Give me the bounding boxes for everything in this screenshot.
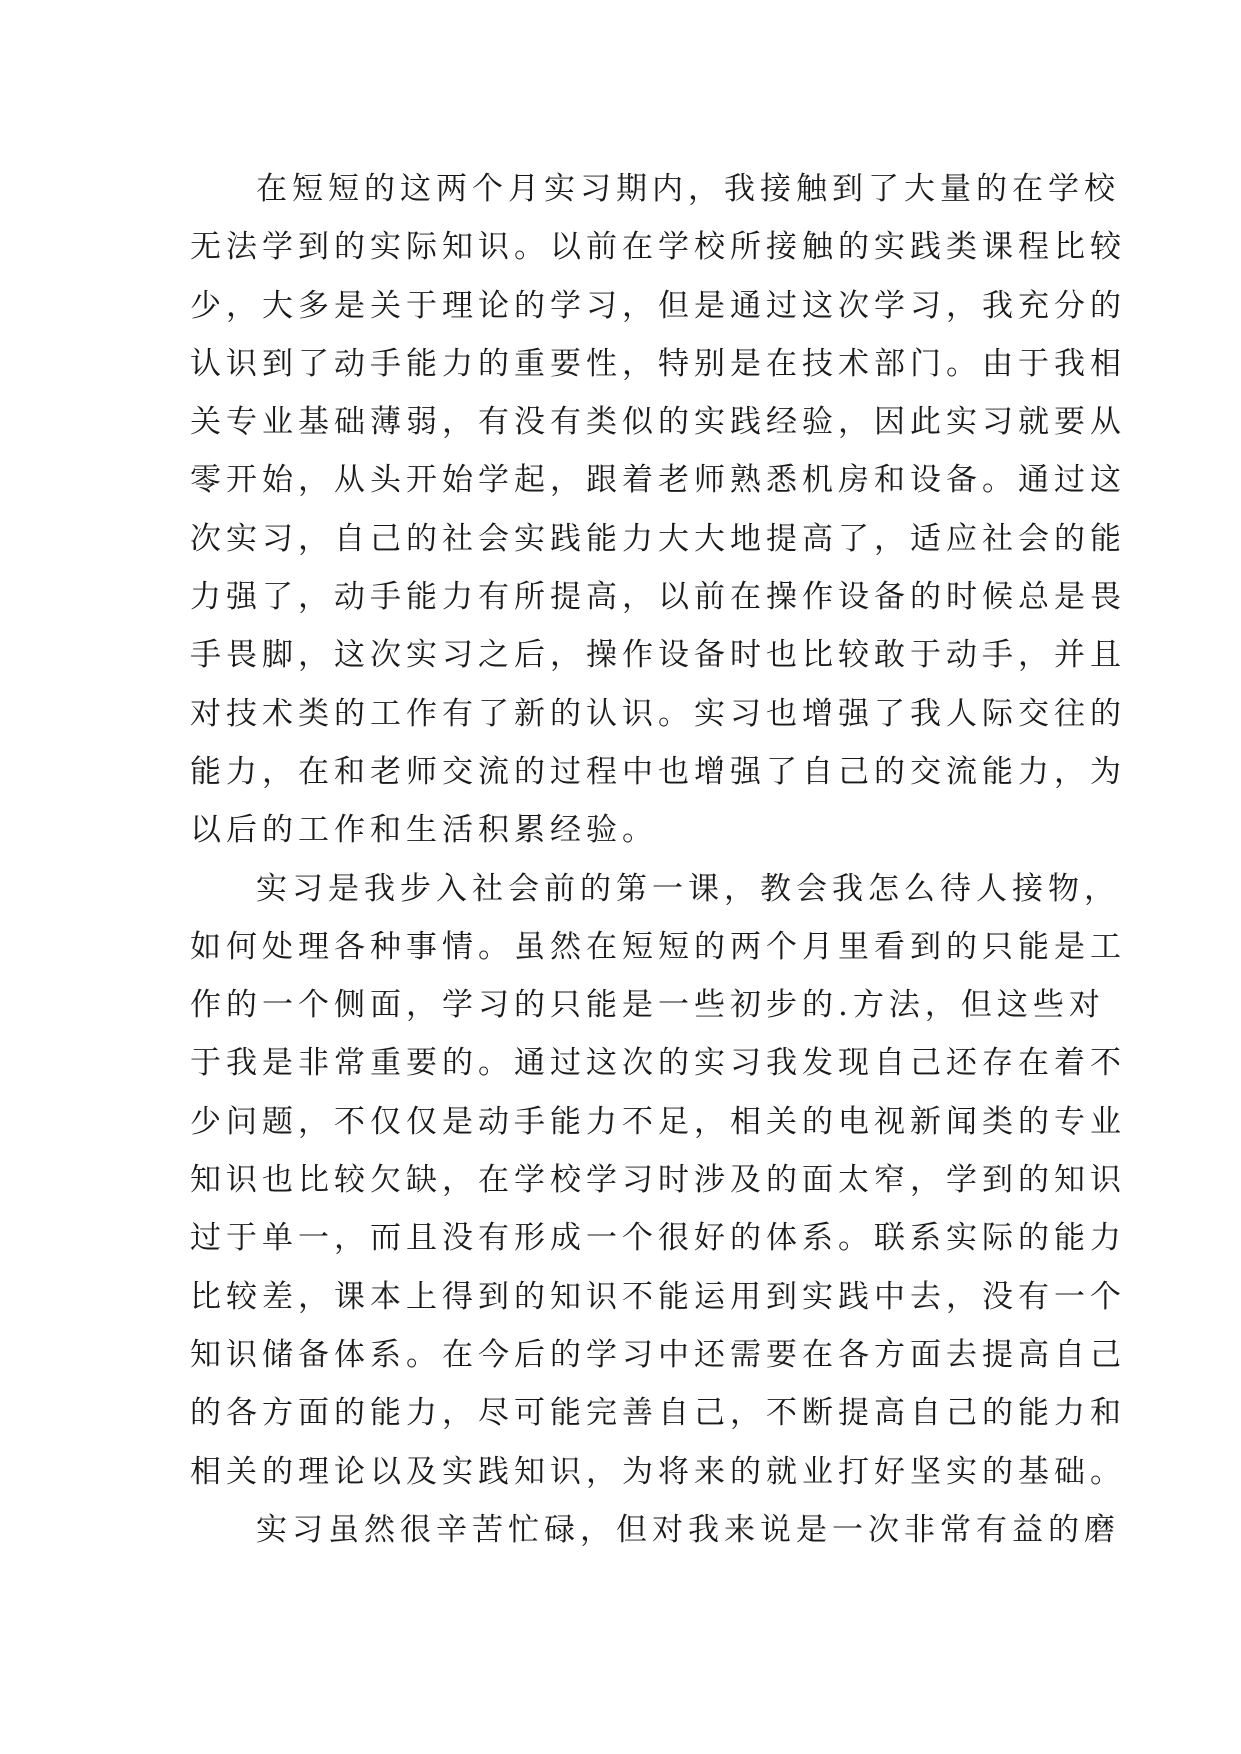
text-line: 次实习，自己的社会实践能力大大地提高了，适应社会的能	[190, 520, 1126, 557]
text-line: 无法学到的实际知识。以前在学校所接触的实践类课程比较	[190, 229, 1126, 266]
text-line: 力强了，动手能力有所提高，以前在操作设备的时候总是畏	[190, 579, 1126, 616]
text-line: 的各方面的能力，尽可能完善自己，不断提高自己的能力和	[190, 1395, 1126, 1432]
paragraph	[190, 860, 1126, 1501]
text-line: 认识到了动手能力的重要性，特别是在技术部门。由于我相	[190, 345, 1126, 382]
text-line: 作的一个侧面，学习的只能是一些初步的.方法，但这些对	[190, 987, 1105, 1024]
text-line: 少，大多是关于理论的学习，但是通过这次学习，我充分的	[190, 287, 1126, 324]
text-line: 关专业基础薄弱，有没有类似的实践经验，因此实习就要从	[190, 404, 1126, 441]
text-line: 能力，在和老师交流的过程中也增强了自己的交流能力，为	[190, 753, 1126, 790]
text-line: 实习虽然很辛苦忙碌，但对我来说是一次非常有益的磨	[256, 1511, 1120, 1548]
text-line: 相关的理论以及实践知识，为将来的就业打好坚实的基础。	[190, 1453, 1126, 1490]
text-line: 实习是我步入社会前的第一课，教会我怎么待人接物，	[256, 870, 1120, 907]
paragraph	[190, 1501, 1120, 1559]
text-line: 知识储备体系。在今后的学习中还需要在各方面去提高自己	[190, 1336, 1126, 1373]
text-line: 知识也比较欠缺，在学校学习时涉及的面太窄，学到的知识	[190, 1162, 1126, 1199]
text-line: 以后的工作和生活积累经验。	[190, 812, 658, 849]
text-line: 手畏脚，这次实习之后，操作设备时也比较敢于动手，并且	[190, 637, 1126, 674]
text-line: 少问题，不仅仅是动手能力不足，相关的电视新闻类的专业	[190, 1103, 1126, 1140]
text-line: 在短短的这两个月实习期内，我接触到了大量的在学校	[256, 171, 1120, 207]
text-line: 于我是非常重要的。通过这次的实习我发现自己还存在着不	[190, 1045, 1126, 1082]
text-line: 零开始，从头开始学起，跟着老师熟悉机房和设备。通过这	[190, 462, 1126, 499]
paragraph	[190, 160, 1126, 860]
text-line: 对技术类的工作有了新的认识。实习也增强了我人际交往的	[190, 695, 1126, 732]
text-line: 如何处理各种事情。虽然在短短的两个月里看到的只能是工	[190, 928, 1126, 965]
document-body	[190, 160, 1126, 1559]
text-line: 过于单一，而且没有形成一个很好的体系。联系实际的能力	[190, 1220, 1126, 1257]
text-line: 比较差，课本上得到的知识不能运用到实践中去，没有一个	[190, 1278, 1126, 1315]
